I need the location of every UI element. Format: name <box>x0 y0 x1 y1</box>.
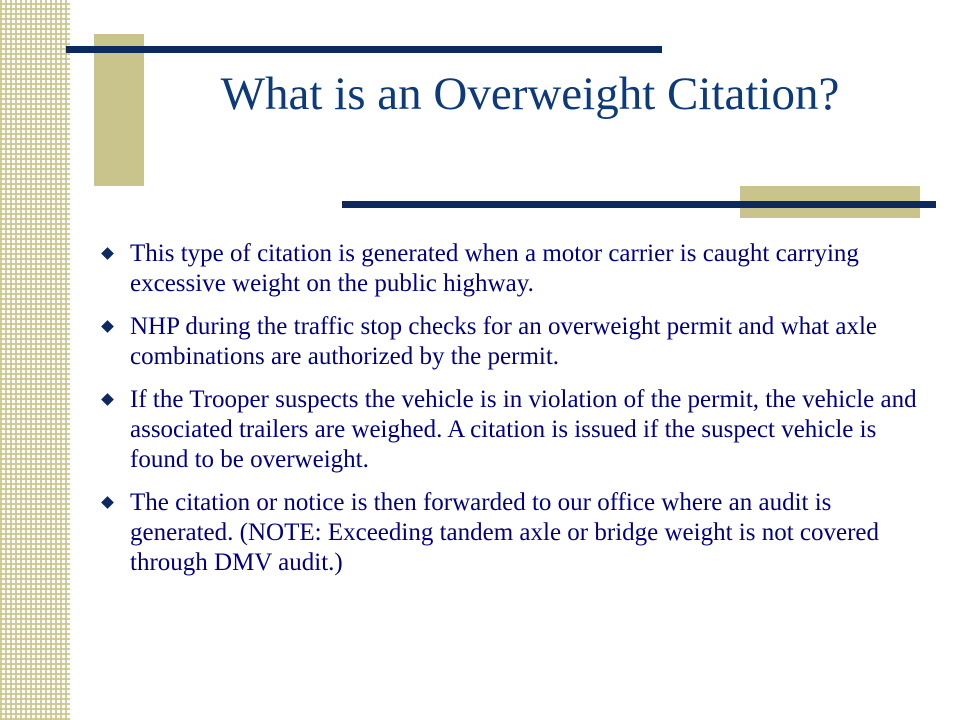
slide-title: What is an Overweight Citation? <box>220 68 840 120</box>
bullet-text: This type of citation is generated when a motor carrier is caught carrying excessive weight on the public highway. <box>130 240 859 297</box>
bullet-text: If the Trooper suspects the vehicle is in violation of the permit, the vehicle and associated trailers are weighed. A citation is issued if the suspect vehicle is found to be overweight. <box>130 386 917 473</box>
bullet-item <box>96 385 926 475</box>
bullet-text: NHP during the traffic stop checks for an overweight permit and what axle combinations are authorized by the permit. <box>130 313 877 370</box>
bullet-item <box>96 312 926 372</box>
decorative-block-left <box>94 34 144 186</box>
bullet-text: The citation or notice is then forwarded to our office where an audit is generated. (NOTE: Exceeding tandem axle or bridge weight is not covered through DMV audit.) <box>130 489 880 576</box>
decorative-bar-bottom <box>342 201 936 208</box>
diamond-bullet-icon <box>101 320 114 333</box>
bullet-item <box>96 488 926 578</box>
decorative-stripe-band <box>0 0 70 720</box>
diamond-bullet-icon <box>101 247 114 260</box>
bullet-list <box>96 239 926 591</box>
diamond-bullet-icon <box>101 496 114 509</box>
diamond-bullet-icon <box>101 393 114 406</box>
decorative-bar-top <box>66 46 662 53</box>
bullet-item <box>96 239 926 299</box>
